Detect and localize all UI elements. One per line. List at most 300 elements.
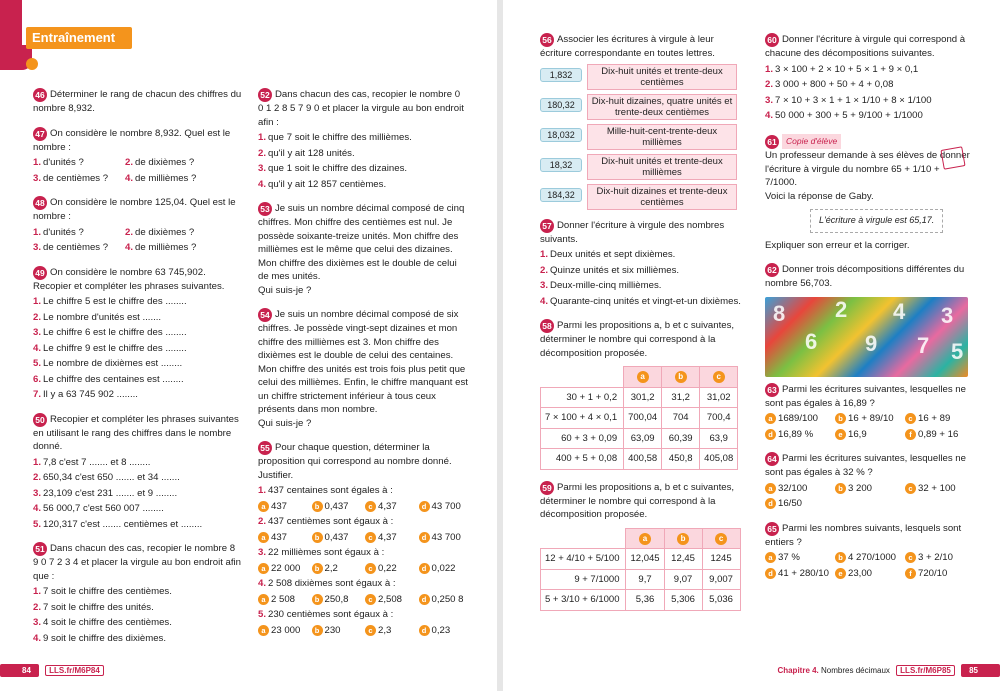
- item-text: de centièmes ?: [43, 172, 109, 184]
- exercise-text: Parmi les écritures suivantes, lesquelles ne sont pas égales à 16,89 ?: [765, 383, 966, 409]
- exercise-52: [258, 88, 468, 191]
- choice-value: 32 + 100: [918, 482, 956, 494]
- choice-letter: b: [312, 501, 323, 512]
- choice-letter: b: [312, 563, 323, 574]
- exercise-number: 54: [258, 308, 272, 322]
- table-cell[interactable]: 700,4: [700, 408, 738, 429]
- table-cell[interactable]: 31,2: [662, 387, 700, 408]
- list-item: 1. Le chiffre 5 est le chiffre des ........: [33, 296, 187, 307]
- question: [258, 577, 468, 591]
- exercise-51: [33, 542, 243, 645]
- exercise-53: [258, 202, 468, 297]
- choice-value: 3 + 2/10: [918, 552, 953, 563]
- exercise-text: Donner trois décompositions différentes du nombre 56,703.: [765, 264, 965, 289]
- choice-letter: c: [365, 625, 376, 636]
- choice-option[interactable]: [365, 624, 415, 638]
- choice-option[interactable]: [765, 428, 831, 442]
- footer-left: [0, 664, 104, 677]
- exercise-63: [765, 383, 971, 442]
- choice-letter: c: [905, 483, 916, 494]
- table-header: [626, 528, 664, 549]
- table-cell[interactable]: 9,007: [702, 569, 740, 590]
- left-page: [0, 0, 497, 691]
- list-item: 5. 120,317 c'est ....... centièmes et ........: [33, 518, 203, 530]
- choice-option[interactable]: [765, 567, 831, 581]
- exercise-48: [33, 196, 243, 255]
- list-item: 2. Quinze unités et six millièmes.: [540, 264, 680, 276]
- choice-letter: b: [312, 532, 323, 543]
- choice-option[interactable]: [905, 412, 971, 426]
- choice-option[interactable]: [419, 624, 469, 638]
- table-expression: 9 + 7/1000: [541, 569, 626, 590]
- choice-value: 0,437: [324, 531, 349, 543]
- list-item: 3. Le chiffre 6 est le chiffre des ........: [33, 327, 187, 338]
- page-link[interactable]: LLS.fr/M6P84: [45, 665, 104, 676]
- table-header: [702, 528, 740, 549]
- item-label: 3.: [33, 242, 42, 253]
- table-expression: 60 + 3 + 0,09: [541, 428, 624, 449]
- photo-digit: 6: [805, 328, 818, 354]
- list-item: 4. 50 000 + 300 + 5 + 9/100 + 1/1000: [765, 110, 923, 121]
- list-item: 4. Quarante-cinq unités et vingt-et-un dixièmes.: [540, 295, 741, 307]
- exercise-number: 64: [765, 452, 779, 466]
- choice-row: [258, 593, 468, 607]
- exercise-number: 58: [540, 319, 554, 333]
- choice-letter: a: [765, 552, 776, 563]
- choice-letter: a: [258, 625, 269, 636]
- choice-value: 1689/100: [778, 413, 819, 424]
- item-label: 3.: [33, 172, 42, 184]
- choice-value: 0,250 8: [431, 593, 464, 605]
- choice-option[interactable]: [835, 428, 901, 442]
- item-text: de dixièmes ?: [135, 157, 195, 168]
- exercise-question: Qui suis-je ?: [258, 417, 312, 429]
- choice-value: 16 + 89/10: [848, 413, 894, 424]
- choice-option[interactable]: [365, 562, 415, 576]
- table-cell[interactable]: 5,036: [702, 590, 740, 611]
- choice-letter: a: [258, 501, 269, 512]
- choice-option[interactable]: [258, 531, 308, 545]
- choice-letter: c: [365, 501, 376, 512]
- table-cell[interactable]: 9,7: [626, 569, 664, 590]
- exercise-text: Pour chaque question, déterminer la proposition qui correspond au nombre donné. Justifier.: [258, 442, 452, 481]
- choice-option[interactable]: [905, 428, 971, 442]
- choice-option[interactable]: [835, 412, 901, 426]
- list-item: 1. 3 × 100 + 2 × 10 + 5 × 1 + 9 × 0,1: [765, 63, 919, 75]
- choice-letter: d: [419, 501, 430, 512]
- match-right-item[interactable]: Mille-huit-cent-trente-deux millièmes: [587, 124, 737, 150]
- exercise-text: Parmi les propositions a, b et c suivantes, déterminer le nombre qui correspond à la décomposition proposée.: [540, 481, 735, 520]
- page-link[interactable]: LLS.fr/M6P85: [896, 665, 955, 676]
- table-row: [541, 449, 738, 470]
- choice-letter: d: [419, 563, 430, 574]
- choice-option[interactable]: [312, 624, 362, 638]
- section-title: Entraînement: [26, 27, 132, 49]
- list-item: 4. 9 soit le chiffre des dixièmes.: [33, 632, 167, 644]
- list-item: 2. 650,34 c'est 650 ....... et 34 .......: [33, 472, 180, 483]
- exercise-58: [540, 319, 745, 470]
- choice-option[interactable]: [765, 482, 831, 496]
- choice-letter: b: [312, 625, 323, 636]
- list-item: 3. que 1 soit le chiffre des dizaines.: [258, 163, 408, 174]
- choice-value: 230: [324, 624, 341, 636]
- choice-option[interactable]: [258, 624, 308, 638]
- photo-digit: 4: [893, 298, 906, 324]
- exercise-number: 46: [33, 88, 47, 102]
- exercise-49: [33, 266, 243, 402]
- match-right-item[interactable]: Dix-huit dizaines, quatre unités et trente-deux centièmes: [587, 94, 737, 120]
- exercise-number: 63: [765, 383, 779, 397]
- choice-value: 2,2: [324, 562, 338, 574]
- choice-letter: d: [765, 498, 776, 509]
- list-item: 3. 23,109 c'est 231 ....... et 9 ........: [33, 487, 178, 499]
- chapter-label: Chapitre 4.: [777, 666, 819, 675]
- list-item: 3. 7 × 10 + 3 × 1 + 1 × 1/10 + 8 × 1/100: [765, 94, 932, 106]
- exercise-65: [765, 522, 971, 581]
- choice-row: [258, 531, 468, 545]
- table-59: [540, 528, 741, 611]
- exercise-55: [258, 441, 468, 637]
- column-letter: a: [637, 371, 649, 383]
- exercise-number: 62: [765, 263, 779, 277]
- choice-option[interactable]: [312, 500, 362, 514]
- exercise-50: [33, 413, 243, 532]
- choice-value: 16,89 %: [778, 428, 814, 440]
- choice-letter: b: [835, 413, 846, 424]
- page-number: 84: [0, 664, 39, 677]
- choice-value: 720/10: [918, 567, 948, 579]
- table-expression: 12 + 4/10 + 5/100: [541, 549, 626, 570]
- table-cell[interactable]: 405,08: [700, 449, 738, 470]
- exercise-text: On considère le nombre 63 745,902. Recopier et compléter les phrases suivantes.: [33, 266, 225, 292]
- choice-option[interactable]: [365, 593, 415, 607]
- choice-letter: a: [765, 483, 776, 494]
- table-cell[interactable]: 12,45: [664, 549, 702, 570]
- column-letter: c: [715, 533, 727, 545]
- choice-option[interactable]: [765, 497, 831, 511]
- table-expression: 30 + 1 + 0,2: [541, 387, 624, 408]
- notebook-icon: [940, 146, 965, 170]
- photo-digit: 2: [835, 296, 848, 322]
- copy-tag: Copie d'élève: [782, 134, 841, 150]
- exercise-text: On considère le nombre 8,932. Quel est le nombre :: [33, 127, 231, 153]
- exercise-text: Parmi les propositions a, b et c suivantes, déterminer le nombre qui correspond à la décomposition proposée.: [540, 320, 735, 359]
- table-cell[interactable]: 9,07: [664, 569, 702, 590]
- exercise-question: Expliquer son erreur et la corriger.: [765, 239, 910, 251]
- question-text: 230 centièmes sont égaux à :: [268, 609, 394, 620]
- table-cell[interactable]: 1245: [702, 549, 740, 570]
- list-item: 6. Le chiffre des centaines est ........: [33, 373, 184, 385]
- choice-row: [765, 497, 971, 511]
- exercise-number: 53: [258, 202, 272, 216]
- exercise-46: [33, 88, 243, 116]
- choice-option[interactable]: [419, 562, 469, 576]
- choice-option[interactable]: [312, 562, 362, 576]
- match-right-item[interactable]: Dix-huit unités et trente-deux millièmes: [587, 154, 737, 180]
- table-header-row: [541, 528, 741, 549]
- table-cell[interactable]: 31,02: [700, 387, 738, 408]
- choice-option[interactable]: [258, 562, 308, 576]
- choice-letter: c: [905, 552, 916, 563]
- choice-letter: d: [419, 532, 430, 543]
- table-58: [540, 366, 738, 470]
- exercise-text: Dans chacun des cas, recopier le nombre 0 0 1 2 8 5 7 9 0 et placer la virgule au bon endroit afin :: [258, 89, 464, 128]
- choice-option[interactable]: [365, 531, 415, 545]
- choice-value: 0,22: [378, 562, 397, 574]
- table-row: [541, 408, 738, 429]
- choice-option[interactable]: [905, 482, 971, 496]
- match-left-item[interactable]: 18,32: [540, 158, 582, 172]
- exercise-number: 48: [33, 196, 47, 210]
- decor-bar: [0, 0, 22, 70]
- exercise-57: [540, 219, 745, 309]
- table-expression: 7 × 100 + 4 × 0,1: [541, 408, 624, 429]
- choice-row: [765, 551, 971, 565]
- table-header-row: [541, 367, 738, 388]
- column-letter: b: [675, 371, 687, 383]
- student-answer: L'écriture à virgule est 65,17.: [810, 209, 943, 233]
- choice-option[interactable]: [419, 500, 469, 514]
- item-text: de millièmes ?: [135, 172, 197, 184]
- choice-letter: a: [258, 532, 269, 543]
- exercise-text: Dans chacun des cas, recopier le nombre 8 9 0 7 2 3 4 et placer la virgule au bon endroit afin que :: [33, 543, 242, 582]
- choice-letter: d: [419, 625, 430, 636]
- choice-option[interactable]: [419, 593, 469, 607]
- exercise-text: Parmi les écritures suivantes, lesquelles ne sont pas égales à 32 % ?: [765, 453, 966, 478]
- item-label: 2.: [125, 157, 134, 168]
- table-row: [541, 428, 738, 449]
- choice-value: 437: [271, 531, 288, 543]
- choice-option[interactable]: [765, 551, 831, 565]
- question-label: 5.: [258, 609, 267, 620]
- exercise-56: [540, 33, 745, 219]
- choice-letter: e: [835, 429, 846, 440]
- choice-row: [765, 567, 971, 581]
- exercise-number: 60: [765, 33, 779, 47]
- choice-letter: a: [258, 594, 269, 605]
- question-label: 4.: [258, 578, 267, 589]
- list-item: 3. 4 soit le chiffre des centièmes.: [33, 617, 172, 628]
- exercise-number: 61: [765, 135, 779, 149]
- choice-row: [765, 482, 971, 496]
- exercise-text: Déterminer le rang de chacun des chiffres du nombre 8,932.: [33, 89, 242, 114]
- choice-row: [258, 562, 468, 576]
- table-corner: [541, 367, 624, 388]
- table-cell[interactable]: 60,39: [662, 428, 700, 449]
- exercise-64: [765, 452, 971, 511]
- choice-value: 250,8: [324, 593, 349, 605]
- decor-dot: [26, 58, 38, 70]
- table-row: [541, 590, 741, 611]
- match-left-item[interactable]: 184,32: [540, 188, 582, 202]
- choice-letter: d: [765, 429, 776, 440]
- table-expression: 5 + 3/10 + 6/1000: [541, 590, 626, 611]
- match-right-item[interactable]: Dix-huit unités et trente-deux centièmes: [587, 64, 737, 90]
- item-label: 1.: [33, 226, 42, 238]
- choice-option[interactable]: [765, 412, 831, 426]
- choice-letter: b: [835, 483, 846, 494]
- footer-right: [777, 664, 1000, 677]
- question-label: 2.: [258, 516, 267, 527]
- table-row: [541, 549, 741, 570]
- exercise-number: 52: [258, 88, 272, 102]
- choice-row: [258, 500, 468, 514]
- column-letter: c: [713, 371, 725, 383]
- numbers-photo: [765, 297, 968, 377]
- table-cell[interactable]: 700,04: [624, 408, 662, 429]
- choice-letter: c: [365, 532, 376, 543]
- choice-value: 0,89 + 16: [918, 428, 959, 440]
- column-letter: a: [639, 533, 651, 545]
- choice-letter: d: [419, 594, 430, 605]
- list-item: 1. 7 soit le chiffre des centièmes.: [33, 586, 172, 597]
- choice-letter: d: [765, 568, 776, 579]
- choice-value: 2,3: [378, 624, 392, 636]
- question: [258, 484, 468, 498]
- choice-value: 16 + 89: [918, 413, 951, 424]
- photo-digit: 3: [941, 302, 954, 328]
- photo-digit: 7: [917, 332, 930, 358]
- choice-option[interactable]: [312, 531, 362, 545]
- exercise-text: Parmi les nombres suivants, lesquels sont entiers ?: [765, 522, 962, 548]
- list-item: 4. qu'il y ait 12 857 centièmes.: [258, 178, 387, 190]
- exercise-60: [765, 33, 971, 123]
- choice-option[interactable]: [835, 482, 901, 496]
- question-label: 3.: [258, 547, 267, 558]
- exercise-question: Qui suis-je ?: [258, 284, 312, 296]
- exercise-text: Voici la réponse de Gaby.: [765, 190, 874, 202]
- item-text: de centièmes ?: [43, 242, 109, 253]
- table-cell[interactable]: 400,58: [624, 449, 662, 470]
- choice-option[interactable]: [419, 531, 469, 545]
- table-cell[interactable]: 704: [662, 408, 700, 429]
- choice-option[interactable]: [258, 500, 308, 514]
- choice-option[interactable]: [835, 551, 901, 565]
- exercise-number: 51: [33, 542, 47, 556]
- choice-value: 16/50: [778, 498, 803, 509]
- exercise-59: [540, 481, 745, 611]
- exercise-number: 56: [540, 33, 554, 47]
- table-expression: 400 + 5 + 0,08: [541, 449, 624, 470]
- left-column-2: [258, 88, 468, 648]
- question: [258, 546, 468, 560]
- list-item: 4. 56 000,7 c'est 560 007 ........: [33, 503, 164, 514]
- choice-value: 43 700: [431, 500, 461, 512]
- exercise-number: 47: [33, 127, 47, 141]
- question: [258, 515, 468, 529]
- table-header: [700, 367, 738, 388]
- question-label: 1.: [258, 485, 267, 496]
- choice-letter: b: [312, 594, 323, 605]
- choice-option[interactable]: [365, 500, 415, 514]
- choice-value: 22 000: [271, 562, 301, 574]
- chapter-title: Nombres décimaux: [821, 666, 890, 675]
- question-text: 22 millièmes sont égaux à :: [268, 547, 385, 558]
- question-text: 437 centièmes sont égaux à :: [268, 516, 394, 527]
- table-row: [541, 387, 738, 408]
- item-text: de dixièmes ?: [135, 226, 195, 238]
- table-cell[interactable]: 301,2: [624, 387, 662, 408]
- exercise-number: 57: [540, 219, 554, 233]
- choice-value: 3 200: [848, 482, 873, 494]
- choice-option[interactable]: [258, 593, 308, 607]
- exercise-number: 59: [540, 481, 554, 495]
- choice-letter: b: [835, 552, 846, 563]
- choice-value: 4,37: [378, 531, 397, 543]
- exercise-text: On considère le nombre 125,04. Quel est le nombre :: [33, 197, 236, 222]
- matching-grid: [540, 61, 745, 219]
- table-cell[interactable]: 450,8: [662, 449, 700, 470]
- item-label: 4.: [125, 242, 134, 253]
- right-column-1: [540, 33, 745, 622]
- choice-letter: c: [365, 594, 376, 605]
- item-label: 2.: [125, 226, 134, 238]
- choice-letter: c: [905, 413, 916, 424]
- list-item: 2. 3 000 + 800 + 50 + 4 + 0,08: [765, 79, 894, 90]
- choice-letter: a: [765, 413, 776, 424]
- exercise-text: Recopier et compléter les phrases suivantes en utilisant le rang des chiffres dans le nombre donné.: [33, 413, 239, 452]
- choice-letter: f: [905, 429, 916, 440]
- choice-option[interactable]: [835, 567, 901, 581]
- choice-value: 4 270/1000: [848, 552, 897, 563]
- question-text: 437 centaines sont égales à :: [268, 485, 393, 496]
- choice-row: [765, 428, 971, 442]
- item-text: de millièmes ?: [135, 242, 197, 253]
- match-right-item[interactable]: Dix-huit dizaines et trente-deux centièmes: [587, 184, 737, 210]
- table-row: [541, 569, 741, 590]
- table-cell[interactable]: 63,9: [700, 428, 738, 449]
- exercise-number: 50: [33, 413, 47, 427]
- choice-value: 2 508: [271, 593, 296, 605]
- table-cell[interactable]: 5,36: [626, 590, 664, 611]
- right-page: [503, 0, 1000, 691]
- list-item: 1. que 7 soit le chiffre des millièmes.: [258, 132, 412, 143]
- exercise-62: [765, 263, 971, 377]
- table-cell[interactable]: 63,09: [624, 428, 662, 449]
- choice-value: 2,508: [378, 593, 403, 605]
- match-left-item[interactable]: 180,32: [540, 98, 582, 112]
- choice-value: 437: [271, 500, 288, 512]
- list-item: 1. Deux unités et sept dixièmes.: [540, 249, 676, 260]
- choice-value: 23 000: [271, 624, 301, 636]
- table-cell[interactable]: 12,045: [626, 549, 664, 570]
- match-left-item[interactable]: 1,832: [540, 68, 582, 82]
- choice-value: 37 %: [778, 552, 800, 563]
- question-text: 2 508 dixièmes sont égaux à :: [268, 578, 396, 589]
- list-item: 7. Il y a 63 745 902 ........: [33, 389, 138, 400]
- exercise-number: 49: [33, 266, 47, 280]
- list-item: 2. Le nombre d'unités est .......: [33, 311, 162, 323]
- choice-option[interactable]: [905, 551, 971, 565]
- choice-row: [765, 412, 971, 426]
- table-cell[interactable]: 5,306: [664, 590, 702, 611]
- table-corner: [541, 528, 626, 549]
- table-header: [664, 528, 702, 549]
- choice-letter: e: [835, 568, 846, 579]
- exercise-number: 55: [258, 441, 272, 455]
- exercise-text: Donner l'écriture à virgule qui correspond à chacune des décompositions suivantes.: [765, 34, 966, 59]
- choice-option[interactable]: [312, 593, 362, 607]
- list-item: 5. Le nombre de dixièmes est ........: [33, 358, 183, 369]
- choice-value: 43 700: [431, 531, 461, 543]
- choice-option[interactable]: [905, 567, 971, 581]
- item-text: d'unités ?: [43, 226, 84, 238]
- photo-digit: 9: [865, 330, 878, 356]
- match-left-item[interactable]: 18,032: [540, 128, 582, 142]
- choice-value: 23,00: [848, 567, 873, 579]
- choice-letter: f: [905, 568, 916, 579]
- column-letter: b: [677, 533, 689, 545]
